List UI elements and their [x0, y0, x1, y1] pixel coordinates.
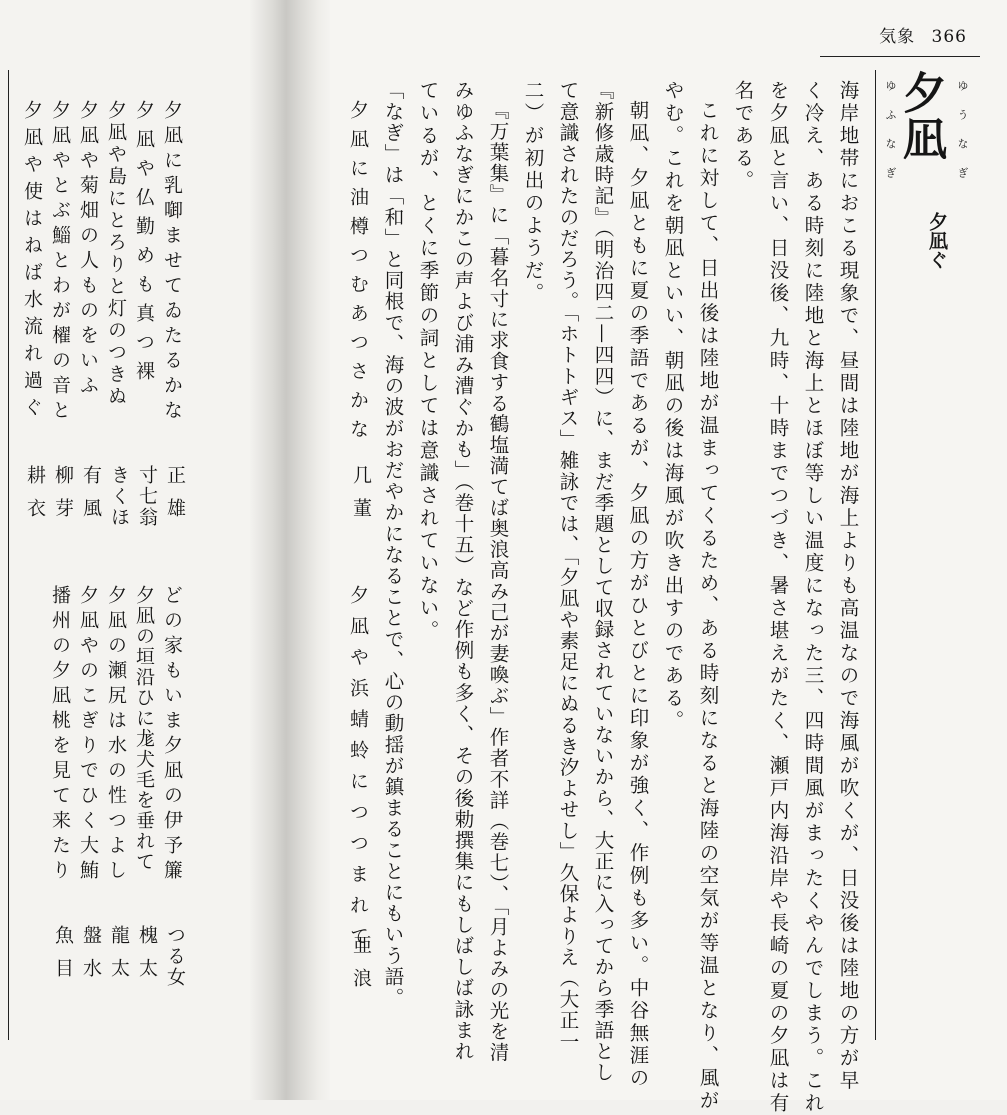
haiku-left-top-6: 夕凪や使はねば水流れ過ぐ [21, 100, 43, 424]
header-section: 気象 [879, 27, 916, 47]
entry-title: 夕凪 [895, 70, 946, 162]
right-page [300, 0, 1007, 1100]
haiku-right-1-author: 几董 [350, 465, 372, 531]
left-page-rule [8, 70, 9, 1040]
running-header [879, 22, 967, 47]
haiku-left-top-4: 夕凪や菊畑の人ものをいふ [77, 100, 99, 400]
haiku-left-bottom-5-author: 魚目 [52, 925, 74, 991]
book-gutter [250, 0, 330, 1100]
body-column-7: 朝凪、夕凪ともに夏の季語であるが、夕凪の方がひとびとに印象が強く、作例も多い。中谷無涯の [626, 100, 650, 1090]
haiku-left-bottom-4: 夕凪やのこぎりでひく大鮪 [77, 585, 99, 885]
title-rule [875, 70, 876, 1040]
haiku-left-top-6-author: 耕衣 [24, 465, 46, 531]
body-column-11: 『万葉集』に「暮名寸に求食する鶴塩満てば奥浪高み己が妻喚ぶ」作者不詳（巻七）、「月よみの光を清 [486, 100, 510, 1063]
body-column-3: を夕凪と言い、日没後、九時、十時までつづき、暑さ堪えがたく、瀬戸内海沿岸や長崎の夏の夕凪は有 [766, 80, 790, 1115]
body-column-1: 海岸地帯におこる現象で、昼間は陸地が海上よりも高温なので海風が吹くが、日没後は陸地の方が早 [836, 80, 860, 1093]
haiku-left-bottom-3: 夕凪の瀬尻は水の性つよし [105, 585, 127, 885]
haiku-left-bottom-1-author: つる女 [164, 925, 186, 988]
entry-alt-title: 夕凪ぐ [926, 212, 948, 269]
haiku-left-bottom-4-author: 盤水 [80, 925, 102, 991]
haiku-left-bottom-3-author: 龍太 [108, 925, 130, 991]
haiku-left-top-5-author: 柳芽 [52, 465, 74, 531]
body-column-2: く冷え、ある時刻に陸地と海上とほぼ等しい温度になった三、四時間風がまったくやんでしまう。これ [801, 80, 825, 1115]
body-column-4: 名である。 [731, 80, 755, 193]
haiku-left-top-4-author: 有風 [80, 465, 102, 531]
haiku-left-top-3: 夕凪や島にとろりと灯のつきぬ [105, 100, 127, 408]
title-reading-modern [954, 80, 970, 196]
haiku-left-bottom-2-author: 槐太 [136, 925, 158, 991]
haiku-left-bottom-2: 夕凪の垣沿ひに尨犬毛を垂れて [133, 585, 155, 872]
haiku-left-top-2: 夕凪や仏勤めも真つ裸 [133, 100, 155, 390]
haiku-right-2: 夕凪や浜蜻蛉につつまれて [347, 585, 369, 957]
haiku-left-top-1-author: 正雄 [164, 465, 186, 531]
reading-nagi-old: なぎ [884, 138, 897, 196]
body-column-13: ているが、とくに季節の詞としては意識されていない。 [416, 80, 440, 643]
header-page-number: 366 [931, 27, 967, 47]
body-column-5: これに対して、日出後は陸地が温まってくるため、ある時刻になると海陸の空気が等温となり、風が [696, 100, 720, 1113]
body-column-8: 『新修歳時記』（明治四二—四四）に、まだ季題として収録されていないから、大正に入ってから季語とし [591, 80, 615, 1084]
body-column-6: やむ。これを朝凪といい、朝凪の後は海風が吹き出すのである。 [661, 80, 685, 733]
haiku-left-top-5: 夕凪やとぶ鯔とわが櫂の音と [49, 100, 71, 425]
body-column-14: 「なぎ」は「和」と同根で、海の波がおだやかになることで、心の動揺が鎮まることにもいう語。 [381, 80, 405, 1009]
header-rule [820, 56, 980, 57]
body-column-9: て意識されたのだろう。「ホトトギス」雑詠では、「夕凪や素足にぬるき汐よせし」久保よりえ（大正一 [556, 80, 580, 1053]
title-reading-historical [882, 80, 898, 196]
body-column-10: 二）が初出のようだ。 [521, 80, 545, 305]
haiku-right-1: 夕凪に油樽つむあつさかな [347, 100, 369, 448]
haiku-right-2-author: 亜浪 [350, 935, 372, 1001]
haiku-left-top-1: 夕凪に乳啣ませてゐたるかな [161, 100, 183, 425]
body-column-12: みゆふなぎにかこの声よび浦み漕ぐかも」（巻十五）など作例も多く、その後勅撰集にもしばしば詠まれ [451, 80, 475, 1062]
haiku-left-bottom-1: どの家もいま夕凪の伊予簾 [161, 585, 183, 885]
reading-yuu: ゆう [956, 80, 969, 138]
haiku-left-bottom-5: 播州の夕凪桃を見て来たり [49, 585, 71, 885]
reading-nagi: なぎ [956, 138, 969, 196]
haiku-left-top-2-author: 寸七翁 [136, 465, 158, 528]
reading-yufu: ゆふ [884, 80, 897, 138]
haiku-left-top-3-author: きくほ [108, 465, 130, 528]
